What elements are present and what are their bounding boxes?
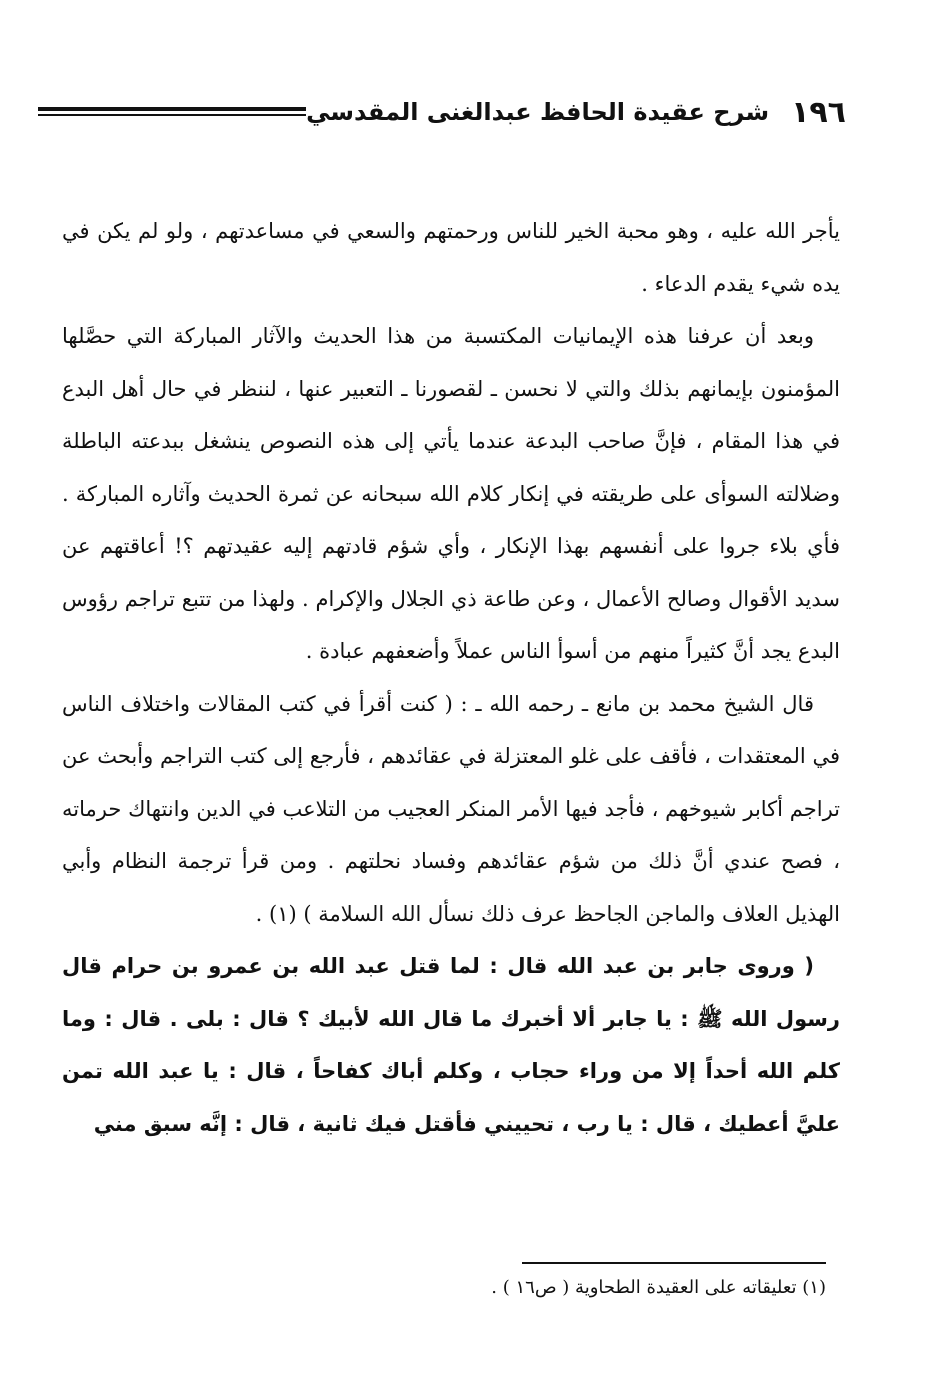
paragraph-hadith: ( وروى جابر بن عبد الله قال : لما قتل عبد الله بن عمرو بن حرام قال رسول الله ﷺ : يا جابر ألا أخبرك ما قال الله لأبيك ؟ قال : بلى . قال : وما كلم الله أحداً إلا من وراء حجاب ، وكلم أباك كفاحاً ، قال : يا عبد الله تمن عليَّ أعطيك ، قال : يا رب ، تحييني فأقتل فيك ثانية ، قال : إنَّه سبق مني: [62, 954, 840, 1136]
footnote: (١) تعليقاته على العقيدة الطحاوية ( ص١٦ ) .: [491, 1277, 826, 1298]
page-body: [62, 205, 840, 1150]
paragraph-innovators: وبعد أن عرفنا هذه الإيمانيات المكتسبة من هذا الحديث والآثار المباركة التي حصَّلها المؤمنون بإيمانهم بذلك والتي لا نحسن ـ لقصورنا ـ التعبير عنها ، لننظر في حال أهل البدع في هذا المقام ، فإنَّ صاحب البدعة عندما يأتي إلى هذه النصوص ينشغل ببدعته الباطلة وضلالته السوأى على طريقته في إنكار كلام الله سبحانه عن ثمرة الحديث وآثاره المباركة . فأي بلاء جروا على أنفسهم بهذا الإنكار ، وأي شؤم قادتهم إليه عقيدتهم ؟! أعاقتهم عن سديد الأقوال وصالح الأعمال ، وعن طاعة ذي الجلال والإكرام . ولهذا من تتبع تراجم رؤوس البدع يجد أنَّ كثيراً منهم من أسوأ الناس عملاً وأضعفهم عبادة .: [62, 324, 841, 663]
page-header: [20, 92, 846, 132]
paragraph-quote-ibn-mani: قال الشيخ محمد بن مانع ـ رحمه الله ـ : ( كنت أقرأ في كتب المقالات واختلاف الناس في المعتقدات ، فأقف على غلو المعتزلة في عقائدهم ، فأرجع إلى كتب التراجم وأبحث عن تراجم أكابر شيوخهم ، فأجد فيها الأمر المنكر العجيب من التلاعب في الدين وانتهاك حرماته ، فصح عندي أنَّ ذلك من شؤم عقائدهم وفساد نحلتهم . ومن قرأ ترجمة النظام وأبي الهذيل العلاف والماجن الجاحظ عرف ذلك نسأل الله السلامة ) (١) .: [62, 691, 840, 926]
page-number: ١٩٦: [791, 94, 846, 130]
paragraph-continuation: يأجر الله عليه ، وهو محبة الخير للناس ورحمتهم والسعي في مساعدتهم ، ولو لم يكن في يده شيء يقدم الدعاء .: [62, 219, 840, 296]
header-rule: [38, 107, 306, 117]
header-rule-thick: [38, 107, 306, 111]
book-title: شرح عقيدة الحافظ عبدالغنى المقدسي: [306, 98, 770, 126]
header-rule-thin: [38, 114, 306, 116]
footnote-separator: [522, 1262, 826, 1264]
